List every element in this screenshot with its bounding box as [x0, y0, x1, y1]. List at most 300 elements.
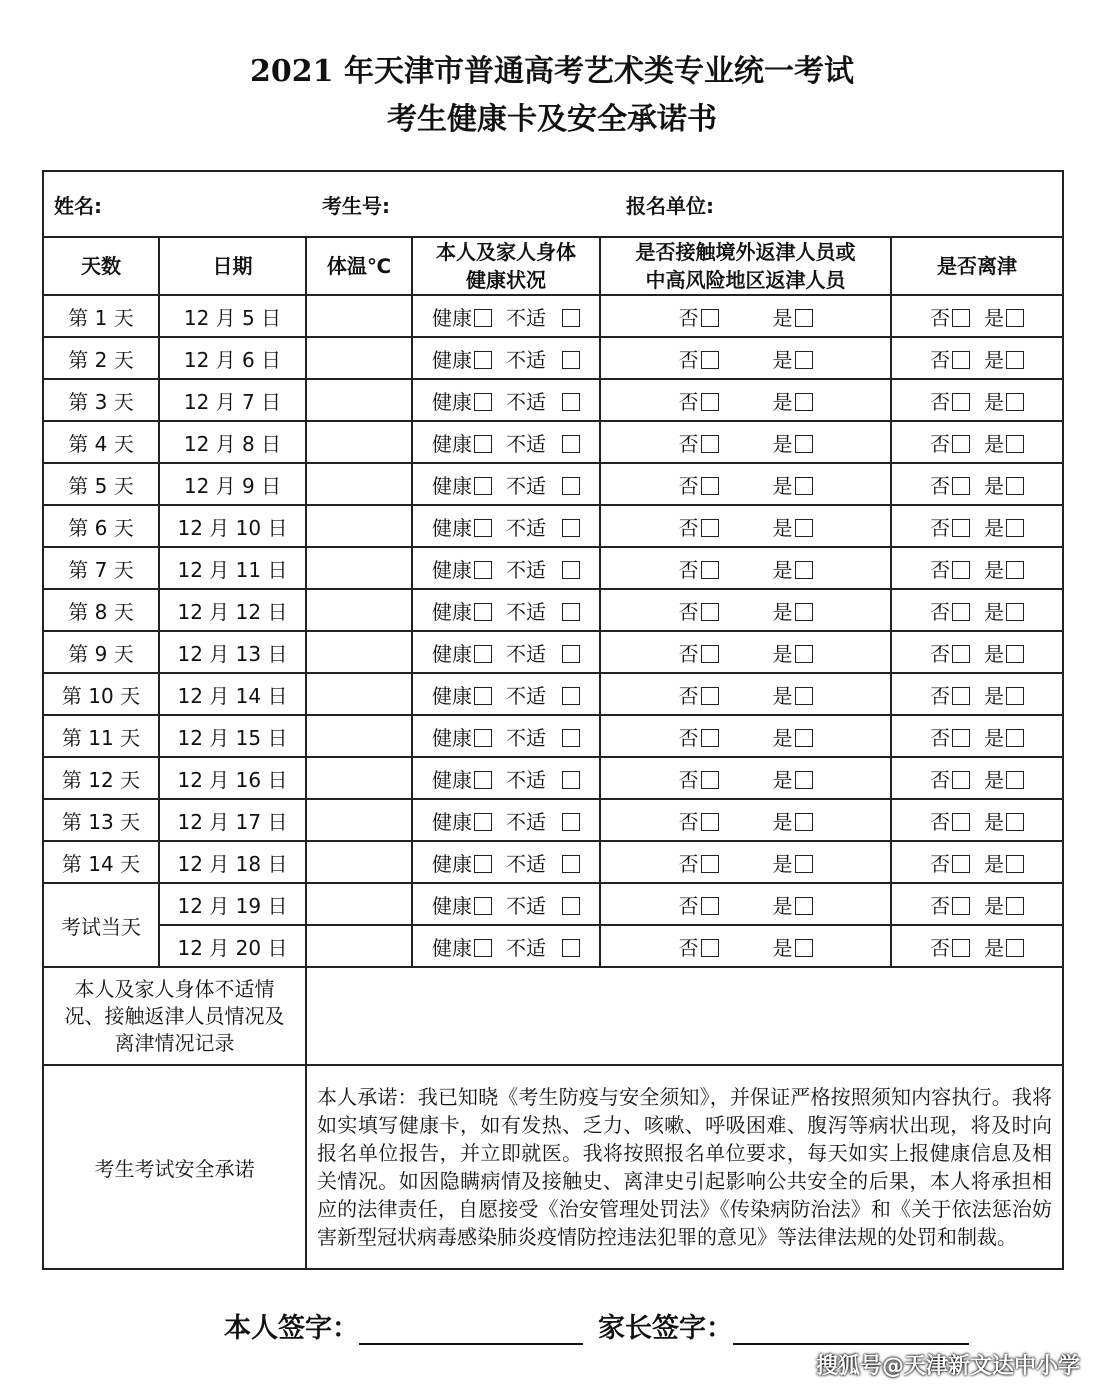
contact-no-label: 否	[678, 641, 699, 666]
leave-yes-checkbox[interactable]	[1006, 435, 1024, 453]
leave-no-checkbox[interactable]	[952, 939, 970, 957]
leave-no-label: 否	[930, 935, 950, 960]
header-contact-line1: 是否接触境外返津人员或	[635, 240, 856, 264]
table-row	[43, 463, 1063, 505]
healthy-checkbox[interactable]	[474, 939, 492, 957]
table-row	[43, 757, 1063, 799]
healthy-checkbox[interactable]	[474, 309, 492, 327]
leave-no-checkbox[interactable]	[952, 393, 970, 411]
contact-yes-checkbox[interactable]	[795, 561, 813, 579]
health-status-cell	[412, 295, 600, 337]
temperature-input[interactable]	[306, 295, 412, 337]
temperature-input[interactable]	[306, 463, 412, 505]
temperature-input[interactable]	[306, 715, 412, 757]
contact-yes-label: 是	[772, 767, 793, 792]
name-field-label: 姓名:	[54, 193, 102, 218]
leave-status-cell	[891, 925, 1063, 967]
health-card-table	[42, 170, 1064, 1270]
leave-yes-checkbox[interactable]	[1006, 561, 1024, 579]
leave-no-label: 否	[930, 599, 950, 624]
contact-yes-label: 是	[772, 431, 793, 456]
unwell-option-label: 不适	[506, 725, 546, 750]
healthy-checkbox[interactable]	[474, 855, 492, 873]
unwell-option-label: 不适	[506, 557, 546, 582]
healthy-checkbox[interactable]	[474, 771, 492, 789]
record-row	[43, 967, 1063, 1065]
contact-yes-label: 是	[772, 935, 793, 960]
health-status-cell	[412, 757, 600, 799]
unwell-checkbox[interactable]	[562, 813, 580, 831]
leave-no-label: 否	[930, 851, 950, 876]
record-label-line1: 本人及家人身体不适情	[74, 976, 275, 1001]
leave-yes-label: 是	[984, 893, 1004, 918]
contact-status-cell	[600, 925, 891, 967]
unwell-checkbox[interactable]	[562, 561, 580, 579]
header-health-line1: 本人及家人身体	[436, 240, 576, 264]
contact-yes-checkbox[interactable]	[795, 645, 813, 663]
leave-yes-checkbox[interactable]	[1006, 603, 1024, 621]
health-status-cell	[412, 589, 600, 631]
header-leave: 是否离津	[891, 237, 1063, 295]
contact-no-checkbox[interactable]	[701, 729, 719, 747]
contact-no-checkbox[interactable]	[701, 603, 719, 621]
healthy-checkbox[interactable]	[474, 813, 492, 831]
contact-yes-label: 是	[772, 557, 793, 582]
header-health-line2: 健康状况	[466, 268, 546, 292]
unwell-option-label: 不适	[506, 473, 546, 498]
unwell-option-label: 不适	[506, 809, 546, 834]
contact-no-checkbox[interactable]	[701, 351, 719, 369]
healthy-checkbox[interactable]	[474, 603, 492, 621]
leave-yes-label: 是	[984, 767, 1004, 792]
contact-yes-checkbox[interactable]	[795, 813, 813, 831]
contact-no-checkbox[interactable]	[701, 687, 719, 705]
student-signature	[224, 1306, 583, 1345]
day-cell: 第 4 天	[43, 421, 159, 463]
leave-status-cell	[891, 841, 1063, 883]
leave-status-cell	[891, 337, 1063, 379]
unwell-checkbox[interactable]	[562, 645, 580, 663]
leave-no-label: 否	[930, 809, 950, 834]
temperature-input[interactable]	[306, 589, 412, 631]
contact-yes-label: 是	[772, 809, 793, 834]
leave-no-checkbox[interactable]	[952, 603, 970, 621]
healthy-checkbox[interactable]	[474, 477, 492, 495]
date-cell: 12 月 17 日	[159, 799, 306, 841]
unwell-checkbox[interactable]	[562, 771, 580, 789]
healthy-checkbox[interactable]	[474, 435, 492, 453]
table-row	[43, 715, 1063, 757]
unwell-checkbox[interactable]	[562, 351, 580, 369]
healthy-option-label: 健康	[432, 683, 472, 708]
leave-yes-checkbox[interactable]	[1006, 897, 1024, 915]
unwell-checkbox[interactable]	[562, 729, 580, 747]
parent-signature	[598, 1306, 969, 1345]
leave-status-cell	[891, 295, 1063, 337]
table-row	[43, 379, 1063, 421]
leave-no-checkbox[interactable]	[952, 351, 970, 369]
unwell-checkbox[interactable]	[562, 897, 580, 915]
temperature-input[interactable]	[306, 757, 412, 799]
health-status-cell	[412, 799, 600, 841]
day-cell: 第 3 天	[43, 379, 159, 421]
unwell-option-label: 不适	[506, 851, 546, 876]
day-cell: 第 8 天	[43, 589, 159, 631]
unwell-checkbox[interactable]	[562, 603, 580, 621]
date-cell: 12 月 7 日	[159, 379, 306, 421]
leave-status-cell	[891, 379, 1063, 421]
healthy-checkbox[interactable]	[474, 897, 492, 915]
contact-status-cell	[600, 337, 891, 379]
header-temperature: 体温℃	[306, 237, 412, 295]
contact-status-cell	[600, 295, 891, 337]
healthy-checkbox[interactable]	[474, 687, 492, 705]
temperature-input[interactable]	[306, 337, 412, 379]
leave-no-label: 否	[930, 725, 950, 750]
leave-no-checkbox[interactable]	[952, 435, 970, 453]
leave-yes-label: 是	[984, 557, 1004, 582]
healthy-option-label: 健康	[432, 515, 472, 540]
leave-yes-label: 是	[984, 641, 1004, 666]
contact-yes-checkbox[interactable]	[795, 351, 813, 369]
temperature-input[interactable]	[306, 799, 412, 841]
day-cell: 第 7 天	[43, 547, 159, 589]
temperature-input[interactable]	[306, 883, 412, 925]
header-contact	[600, 237, 891, 295]
leave-no-checkbox[interactable]	[952, 645, 970, 663]
table-row	[43, 421, 1063, 463]
leave-yes-checkbox[interactable]	[1006, 813, 1024, 831]
leave-yes-label: 是	[984, 935, 1004, 960]
leave-yes-label: 是	[984, 431, 1004, 456]
temperature-input[interactable]	[306, 673, 412, 715]
temperature-input[interactable]	[306, 631, 412, 673]
temperature-input[interactable]	[306, 547, 412, 589]
contact-yes-checkbox[interactable]	[795, 939, 813, 957]
leave-status-cell	[891, 589, 1063, 631]
leave-no-label: 否	[930, 431, 950, 456]
leave-yes-checkbox[interactable]	[1006, 687, 1024, 705]
unwell-checkbox[interactable]	[562, 477, 580, 495]
contact-no-label: 否	[678, 431, 699, 456]
contact-no-label: 否	[678, 557, 699, 582]
unwell-option-label: 不适	[506, 893, 546, 918]
contact-no-label: 否	[678, 515, 699, 540]
table-row	[43, 589, 1063, 631]
contact-no-checkbox[interactable]	[701, 519, 719, 537]
leave-no-checkbox[interactable]	[952, 519, 970, 537]
day-cell: 第 9 天	[43, 631, 159, 673]
leave-no-checkbox[interactable]	[952, 687, 970, 705]
contact-yes-checkbox[interactable]	[795, 393, 813, 411]
temperature-input[interactable]	[306, 925, 412, 967]
day-cell: 第 2 天	[43, 337, 159, 379]
leave-no-label: 否	[930, 389, 950, 414]
contact-no-label: 否	[678, 767, 699, 792]
leave-yes-checkbox[interactable]	[1006, 309, 1024, 327]
table-row	[43, 883, 1063, 925]
unwell-option-label: 不适	[506, 767, 546, 792]
unwell-checkbox[interactable]	[562, 519, 580, 537]
contact-yes-label: 是	[772, 893, 793, 918]
header-date: 日期	[159, 237, 306, 295]
leave-status-cell	[891, 883, 1063, 925]
contact-yes-checkbox[interactable]	[795, 435, 813, 453]
healthy-checkbox[interactable]	[474, 561, 492, 579]
contact-no-checkbox[interactable]	[701, 771, 719, 789]
contact-no-label: 否	[678, 599, 699, 624]
healthy-option-label: 健康	[432, 389, 472, 414]
student-info-cell	[43, 171, 1063, 237]
leave-no-checkbox[interactable]	[952, 729, 970, 747]
header-day: 天数	[43, 237, 159, 295]
table-row	[43, 337, 1063, 379]
contact-yes-checkbox[interactable]	[795, 771, 813, 789]
healthy-option-label: 健康	[432, 431, 472, 456]
contact-yes-label: 是	[772, 515, 793, 540]
contact-yes-label: 是	[772, 305, 793, 330]
contact-no-label: 否	[678, 683, 699, 708]
leave-status-cell	[891, 715, 1063, 757]
leave-no-label: 否	[930, 893, 950, 918]
leave-no-checkbox[interactable]	[952, 813, 970, 831]
leave-yes-label: 是	[984, 851, 1004, 876]
leave-no-label: 否	[930, 767, 950, 792]
leave-no-checkbox[interactable]	[952, 477, 970, 495]
day-cell: 考试当天	[43, 883, 159, 967]
promise-row	[43, 1065, 1063, 1269]
day-cell: 第 13 天	[43, 799, 159, 841]
unwell-checkbox[interactable]	[562, 939, 580, 957]
date-cell: 12 月 12 日	[159, 589, 306, 631]
leave-status-cell	[891, 631, 1063, 673]
contact-no-checkbox[interactable]	[701, 855, 719, 873]
date-cell: 12 月 5 日	[159, 295, 306, 337]
record-label-line2: 况、接触返津人员情况及	[64, 1003, 285, 1028]
leave-status-cell	[891, 421, 1063, 463]
leave-status-cell	[891, 463, 1063, 505]
header-health	[412, 237, 600, 295]
health-status-cell	[412, 421, 600, 463]
leave-no-checkbox[interactable]	[952, 771, 970, 789]
day-cell: 第 5 天	[43, 463, 159, 505]
leave-yes-checkbox[interactable]	[1006, 645, 1024, 663]
healthy-option-label: 健康	[432, 725, 472, 750]
day-cell: 第 12 天	[43, 757, 159, 799]
contact-yes-label: 是	[772, 347, 793, 372]
health-status-cell	[412, 883, 600, 925]
contact-status-cell	[600, 757, 891, 799]
day-cell: 第 1 天	[43, 295, 159, 337]
healthy-checkbox[interactable]	[474, 393, 492, 411]
document-title: 2021 年天津市普通高考艺术类专业统一考试	[250, 54, 854, 89]
leave-no-label: 否	[930, 515, 950, 540]
parent-signature-line[interactable]	[733, 1317, 969, 1345]
health-status-cell	[412, 673, 600, 715]
contact-no-checkbox[interactable]	[701, 939, 719, 957]
date-cell: 12 月 10 日	[159, 505, 306, 547]
leave-yes-checkbox[interactable]	[1006, 519, 1024, 537]
promise-text: 本人承诺：我已知晓《考生防疫与安全须知》，并保证严格按照须知内容执行。我将如实填写健康卡，如有发热、乏力、咳嗽、呼吸困难、腹泻等病状出现，将及时向报名单位报告，并立即就医。我将按照报名单位要求，每天如实上报健康信息及相关情况。如因隐瞒病情及接触史、离津史引起影响公共安全的后果，本人将承担相应的法律责任，自愿接受《治安管理处罚法》《传染病防治法》和《关于依法惩治妨害新型冠状病毒感染肺炎疫情防控违法犯罪的意见》等法律法规的处罚和制裁。	[306, 1065, 1063, 1269]
contact-status-cell	[600, 505, 891, 547]
leave-yes-checkbox[interactable]	[1006, 477, 1024, 495]
contact-status-cell	[600, 463, 891, 505]
date-cell: 12 月 20 日	[159, 925, 306, 967]
leave-no-label: 否	[930, 557, 950, 582]
leave-no-checkbox[interactable]	[952, 897, 970, 915]
contact-status-cell	[600, 883, 891, 925]
date-cell: 12 月 14 日	[159, 673, 306, 715]
leave-yes-checkbox[interactable]	[1006, 855, 1024, 873]
contact-yes-checkbox[interactable]	[795, 897, 813, 915]
unwell-checkbox[interactable]	[562, 687, 580, 705]
contact-yes-checkbox[interactable]	[795, 477, 813, 495]
health-status-cell	[412, 337, 600, 379]
temperature-input[interactable]	[306, 841, 412, 883]
contact-yes-checkbox[interactable]	[795, 729, 813, 747]
unwell-option-label: 不适	[506, 935, 546, 960]
leave-yes-label: 是	[984, 599, 1004, 624]
contact-no-label: 否	[678, 473, 699, 498]
document-subtitle: 考生健康卡及安全承诺书	[387, 102, 717, 137]
contact-status-cell	[600, 589, 891, 631]
unwell-checkbox[interactable]	[562, 435, 580, 453]
promise-label: 考生考试安全承诺	[43, 1065, 306, 1269]
contact-no-label: 否	[678, 851, 699, 876]
contact-no-label: 否	[678, 725, 699, 750]
temperature-input[interactable]	[306, 421, 412, 463]
leave-yes-checkbox[interactable]	[1006, 393, 1024, 411]
health-status-cell	[412, 379, 600, 421]
date-cell: 12 月 6 日	[159, 337, 306, 379]
contact-yes-checkbox[interactable]	[795, 687, 813, 705]
health-status-cell	[412, 505, 600, 547]
healthy-option-label: 健康	[432, 473, 472, 498]
leave-no-checkbox[interactable]	[952, 561, 970, 579]
health-status-cell	[412, 841, 600, 883]
leave-status-cell	[891, 799, 1063, 841]
healthy-option-label: 健康	[432, 809, 472, 834]
table-row	[43, 925, 1063, 967]
leave-yes-label: 是	[984, 515, 1004, 540]
contact-status-cell	[600, 799, 891, 841]
leave-yes-label: 是	[984, 305, 1004, 330]
leave-yes-checkbox[interactable]	[1006, 351, 1024, 369]
contact-yes-label: 是	[772, 851, 793, 876]
leave-status-cell	[891, 547, 1063, 589]
record-input-area[interactable]	[306, 967, 1063, 1065]
temperature-input[interactable]	[306, 505, 412, 547]
header-contact-line2: 中高风险地区返津人员	[645, 268, 846, 292]
leave-no-label: 否	[930, 683, 950, 708]
date-cell: 12 月 9 日	[159, 463, 306, 505]
contact-yes-label: 是	[772, 641, 793, 666]
healthy-option-label: 健康	[432, 851, 472, 876]
contact-no-checkbox[interactable]	[701, 435, 719, 453]
contact-status-cell	[600, 673, 891, 715]
health-status-cell	[412, 631, 600, 673]
temperature-input[interactable]	[306, 379, 412, 421]
table-row	[43, 295, 1063, 337]
leave-yes-checkbox[interactable]	[1006, 939, 1024, 957]
healthy-checkbox[interactable]	[474, 729, 492, 747]
leave-no-checkbox[interactable]	[952, 855, 970, 873]
contact-no-label: 否	[678, 893, 699, 918]
day-cell: 第 11 天	[43, 715, 159, 757]
healthy-option-label: 健康	[432, 935, 472, 960]
contact-yes-checkbox[interactable]	[795, 309, 813, 327]
contact-no-label: 否	[678, 809, 699, 834]
table-row	[43, 505, 1063, 547]
leave-yes-label: 是	[984, 473, 1004, 498]
date-cell: 12 月 19 日	[159, 883, 306, 925]
healthy-option-label: 健康	[432, 557, 472, 582]
record-label	[43, 967, 306, 1065]
date-cell: 12 月 11 日	[159, 547, 306, 589]
contact-yes-label: 是	[772, 473, 793, 498]
healthy-checkbox[interactable]	[474, 351, 492, 369]
unwell-checkbox[interactable]	[562, 309, 580, 327]
leave-yes-checkbox[interactable]	[1006, 771, 1024, 789]
leave-no-label: 否	[930, 305, 950, 330]
contact-status-cell	[600, 421, 891, 463]
leave-status-cell	[891, 505, 1063, 547]
leave-status-cell	[891, 673, 1063, 715]
date-cell: 12 月 13 日	[159, 631, 306, 673]
leave-no-checkbox[interactable]	[952, 309, 970, 327]
contact-yes-checkbox[interactable]	[795, 603, 813, 621]
healthy-checkbox[interactable]	[474, 519, 492, 537]
contact-status-cell	[600, 631, 891, 673]
contact-no-checkbox[interactable]	[701, 897, 719, 915]
contact-no-checkbox[interactable]	[701, 309, 719, 327]
student-info-row	[43, 171, 1063, 237]
contact-no-checkbox[interactable]	[701, 813, 719, 831]
table-row	[43, 631, 1063, 673]
health-status-cell	[412, 547, 600, 589]
contact-yes-label: 是	[772, 725, 793, 750]
contact-no-checkbox[interactable]	[701, 561, 719, 579]
table-row	[43, 841, 1063, 883]
healthy-option-label: 健康	[432, 305, 472, 330]
unwell-checkbox[interactable]	[562, 855, 580, 873]
contact-no-label: 否	[678, 305, 699, 330]
healthy-option-label: 健康	[432, 599, 472, 624]
contact-no-label: 否	[678, 347, 699, 372]
contact-yes-label: 是	[772, 683, 793, 708]
contact-no-label: 否	[678, 389, 699, 414]
contact-yes-checkbox[interactable]	[795, 519, 813, 537]
unwell-option-label: 不适	[506, 389, 546, 414]
contact-no-checkbox[interactable]	[701, 645, 719, 663]
student-signature-label: 本人签字：	[224, 1313, 359, 1344]
contact-status-cell	[600, 841, 891, 883]
leave-yes-checkbox[interactable]	[1006, 729, 1024, 747]
student-signature-line[interactable]	[359, 1317, 583, 1345]
contact-yes-checkbox[interactable]	[795, 855, 813, 873]
contact-status-cell	[600, 715, 891, 757]
contact-no-checkbox[interactable]	[701, 393, 719, 411]
contact-no-checkbox[interactable]	[701, 477, 719, 495]
healthy-option-label: 健康	[432, 893, 472, 918]
contact-status-cell	[600, 379, 891, 421]
day-cell: 第 14 天	[43, 841, 159, 883]
unwell-option-label: 不适	[506, 305, 546, 330]
day-cell: 第 10 天	[43, 673, 159, 715]
healthy-checkbox[interactable]	[474, 645, 492, 663]
table-row	[43, 673, 1063, 715]
unwell-checkbox[interactable]	[562, 393, 580, 411]
